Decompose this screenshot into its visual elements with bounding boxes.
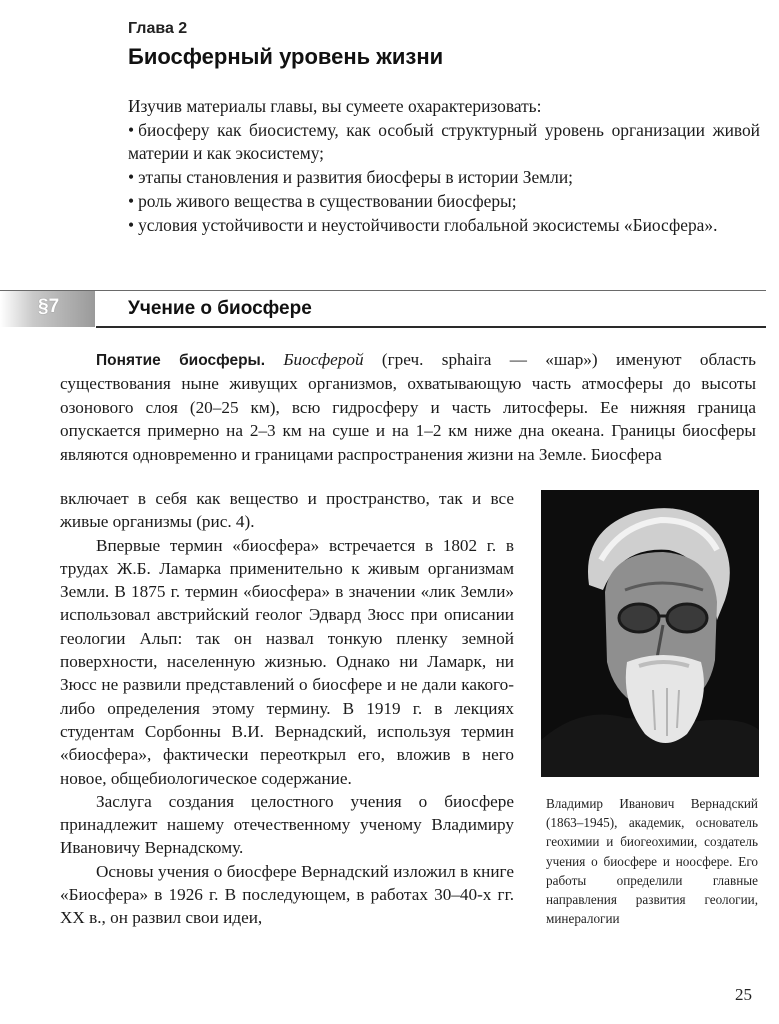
- objective-item: • этапы становления и развития биосферы в истории Земли;: [128, 167, 573, 188]
- vernadsky-portrait: [541, 490, 759, 777]
- objective-item: • роль живого вещества в существовании биосферы;: [128, 190, 517, 211]
- body-text-column: [60, 487, 514, 930]
- bullet-icon: •: [128, 190, 135, 211]
- bullet-icon: •: [128, 119, 135, 140]
- objectives-intro: Изучив материалы главы, вы сумеете охарактеризовать:: [128, 96, 542, 116]
- chapter-objectives: [128, 95, 760, 237]
- section-number: §7: [38, 296, 60, 317]
- page-number: 25: [735, 985, 752, 1004]
- paragraph-text: (греч. sphaira — «шар») именуют область существования ныне живущих организмов, охватывающую часть атмосферы до высоты озонового слоя (20–25 км), всю гидросферу и часть литосферы. Ее нижняя граница опускается примерно на 2–3 км на суше и на 1–2 км ниже дна океана. Границы биосферы являются одновременно и границами распространения жизни на Земле. Биосфера: [60, 350, 756, 464]
- figure-caption: Владимир Иванович Вернадский (1863–1945), академик, основатель геохимии и биогеохимии, создатель учения о биосфере и ноосфере. Его работы определили главные направления развития геологии, минералогии: [546, 796, 758, 927]
- section-divider: [0, 290, 766, 291]
- section-title: Учение о биосфере: [128, 298, 312, 319]
- term-biosphere: Биосферой: [283, 350, 364, 369]
- bullet-icon: •: [128, 167, 135, 188]
- objective-item: • условия устойчивости и неустойчивости глобальной экосистемы «Биосфера».: [128, 214, 718, 235]
- objective-item: • биосферу как биосистему, как особый структурный уровень организации живой материи и как экосистему;: [128, 119, 760, 164]
- section-underline: [96, 326, 766, 328]
- paragraph-term-history: Впервые термин «биосфера» встречается в 1802 г. в трудах Ж.Б. Ламарка применительно к живым организмам Земли. В 1875 г. термин «биосфера» в значении «лик Земли» использовал австрийский геолог Эдвард Зюсс при описании геологии Альп: так он назвал тонкую пленку земной поверхности, населенную жизнью. Однако ни Ламарк, ни Зюсс не развили представлений о биосфере и не дали какого-либо определения этому термину. В 1919 г. в лекциях студентам Сорбонны В.И. Вернадский, используя термин «биосфера», фактически переоткрыл его, вложив в него новое, общебиологическое содержание.: [60, 535, 514, 788]
- paragraph-book: Основы учения о биосфере Вернадский изложил в книге «Биосфера» в 1926 г. В последующем, в работах 30–40-х гг. XX в., он развил свои идеи,: [60, 861, 514, 928]
- paragraph-continuation: включает в себя как вещество и пространство, так и все живые организмы (рис. 4).: [60, 489, 514, 532]
- chapter-label: Глава 2: [128, 20, 188, 37]
- paragraph-biosphere-concept: [60, 348, 756, 466]
- chapter-title: Биосферный уровень жизни: [128, 44, 444, 69]
- portrait-photo: [541, 490, 759, 777]
- body-text-full-width: [60, 348, 756, 466]
- paragraph-lead: Понятие биосферы.: [96, 352, 266, 369]
- paragraph-vernadsky: Заслуга создания целостного учения о биосфере принадлежит нашему отечественному ученому Владимиру Ивановичу Вернадскому.: [60, 791, 514, 858]
- bullet-icon: •: [128, 214, 135, 235]
